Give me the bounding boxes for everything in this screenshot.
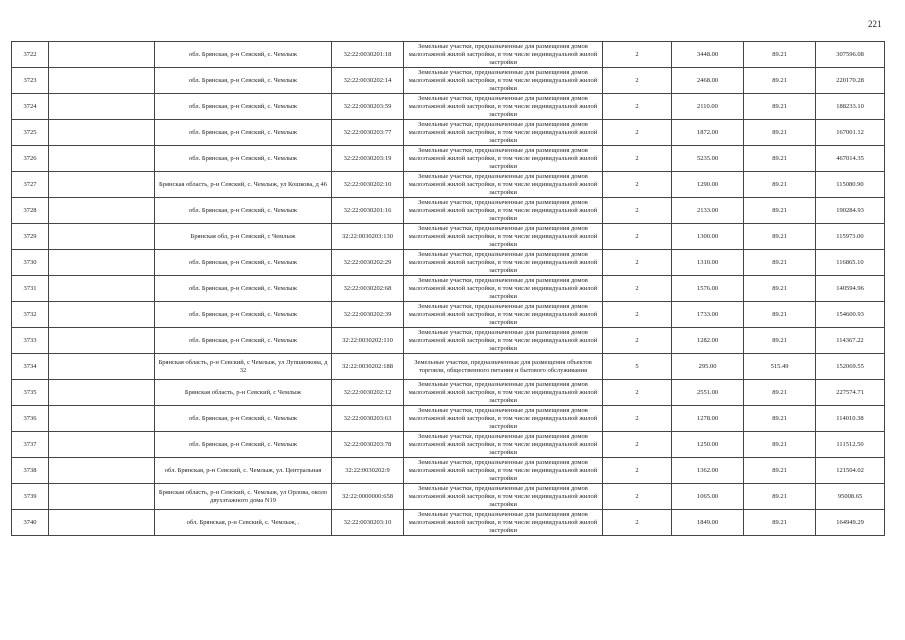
- specific-value-cell: 89.21: [744, 94, 816, 120]
- row-number-cell: 3734: [12, 354, 49, 380]
- row-number-cell: 3729: [12, 224, 49, 250]
- cadastral-value-cell: 190284.93: [816, 198, 885, 224]
- use-group-cell: 2: [603, 406, 672, 432]
- land-use-cell: Земельные участки, предназначенные для размещения домов малоэтажной жилой застройки, в том числе индивидуальной жилой застройки: [404, 406, 603, 432]
- row-number-cell: 3731: [12, 276, 49, 302]
- cadastral-number-cell: 32:22:0030203:78: [332, 432, 404, 458]
- cadastral-number-cell: 32:22:0030202:12: [332, 380, 404, 406]
- cadastral-number-cell: 32:22:0030203:19: [332, 146, 404, 172]
- specific-value-cell: 89.21: [744, 510, 816, 536]
- specific-value-cell: 89.21: [744, 146, 816, 172]
- blank-cell: [49, 198, 155, 224]
- area-cell: 5235.00: [672, 146, 744, 172]
- cadastral-value-cell: 227574.71: [816, 380, 885, 406]
- cadastral-number-cell: 32:22:0030202:68: [332, 276, 404, 302]
- use-group-cell: 2: [603, 510, 672, 536]
- use-group-cell: 2: [603, 42, 672, 68]
- specific-value-cell: 89.21: [744, 302, 816, 328]
- row-number-cell: 3737: [12, 432, 49, 458]
- cadastral-value-cell: 115973.00: [816, 224, 885, 250]
- table-row: [12, 484, 885, 510]
- land-use-cell: Земельные участки, предназначенные для размещения домов малоэтажной жилой застройки, в том числе индивидуальной жилой застройки: [404, 42, 603, 68]
- area-cell: 2551.00: [672, 380, 744, 406]
- specific-value-cell: 89.21: [744, 380, 816, 406]
- cadastral-value-cell: 307596.08: [816, 42, 885, 68]
- use-group-cell: 2: [603, 328, 672, 354]
- cadastral-number-cell: 32:22:0030203:63: [332, 406, 404, 432]
- land-use-cell: Земельные участки, предназначенные для размещения домов малоэтажной жилой застройки, в том числе индивидуальной жилой застройки: [404, 484, 603, 510]
- row-number-cell: 3738: [12, 458, 49, 484]
- specific-value-cell: 89.21: [744, 68, 816, 94]
- cadastral-number-cell: 32:22:0030202:29: [332, 250, 404, 276]
- area-cell: 1733.00: [672, 302, 744, 328]
- area-cell: 1849.00: [672, 510, 744, 536]
- address-cell: Брянская область, р-н Севский, с. Чемлыж, ул Кошкова, д 46: [155, 172, 332, 198]
- specific-value-cell: 89.21: [744, 276, 816, 302]
- blank-cell: [49, 146, 155, 172]
- row-number-cell: 3740: [12, 510, 49, 536]
- blank-cell: [49, 406, 155, 432]
- table-row: [12, 146, 885, 172]
- use-group-cell: 2: [603, 276, 672, 302]
- cadastral-value-cell: 220170.28: [816, 68, 885, 94]
- land-use-cell: Земельные участки, предназначенные для размещения домов малоэтажной жилой застройки, в том числе индивидуальной жилой застройки: [404, 198, 603, 224]
- specific-value-cell: 89.21: [744, 172, 816, 198]
- table-row: [12, 458, 885, 484]
- land-use-cell: Земельные участки, предназначенные для размещения домов малоэтажной жилой застройки, в том числе индивидуальной жилой застройки: [404, 432, 603, 458]
- use-group-cell: 2: [603, 458, 672, 484]
- table-row: [12, 328, 885, 354]
- table-row: [12, 380, 885, 406]
- address-cell: обл. Брянская, р-н Севский, с. Чемлыж, .: [155, 510, 332, 536]
- use-group-cell: 2: [603, 224, 672, 250]
- address-cell: Брянская область, р-н Севский, с. Чемлыж, ул Орлова, около двухэтажного дома N19: [155, 484, 332, 510]
- cadastral-value-cell: 114010.38: [816, 406, 885, 432]
- specific-value-cell: 515.49: [744, 354, 816, 380]
- specific-value-cell: 89.21: [744, 120, 816, 146]
- row-number-cell: 3733: [12, 328, 49, 354]
- blank-cell: [49, 120, 155, 146]
- table-row: [12, 120, 885, 146]
- address-cell: обл. Брянская, р-н Севский, с. Чемлыж: [155, 94, 332, 120]
- area-cell: 2110.00: [672, 94, 744, 120]
- land-plot-table: [11, 41, 885, 536]
- area-cell: 1576.00: [672, 276, 744, 302]
- area-cell: 1290.00: [672, 172, 744, 198]
- row-number-cell: 3725: [12, 120, 49, 146]
- address-cell: обл. Брянская, р-н Севский, с. Чемлыж: [155, 276, 332, 302]
- area-cell: 1310.00: [672, 250, 744, 276]
- row-number-cell: 3726: [12, 146, 49, 172]
- address-cell: Брянская область, р-н Севский, с Чемлыж: [155, 380, 332, 406]
- address-cell: обл. Брянская, р-н Севский, с. Чемлыж: [155, 68, 332, 94]
- table-row: [12, 68, 885, 94]
- use-group-cell: 2: [603, 120, 672, 146]
- blank-cell: [49, 94, 155, 120]
- land-use-cell: Земельные участки, предназначенные для размещения домов малоэтажной жилой застройки, в том числе индивидуальной жилой застройки: [404, 380, 603, 406]
- blank-cell: [49, 42, 155, 68]
- cadastral-number-cell: 32:22:0030203:130: [332, 224, 404, 250]
- address-cell: Брянская обл, р-н Севский, с Чемлыж: [155, 224, 332, 250]
- row-number-cell: 3724: [12, 94, 49, 120]
- row-number-cell: 3723: [12, 68, 49, 94]
- specific-value-cell: 89.21: [744, 42, 816, 68]
- cadastral-number-cell: 32:22:0030203:10: [332, 510, 404, 536]
- address-cell: обл. Брянская, р-н Севский, с. Чемлыж: [155, 250, 332, 276]
- use-group-cell: 5: [603, 354, 672, 380]
- cadastral-value-cell: 95008.65: [816, 484, 885, 510]
- address-cell: обл. Брянская, р-н Севский, с. Чемлыж: [155, 328, 332, 354]
- row-number-cell: 3722: [12, 42, 49, 68]
- land-use-cell: Земельные участки, предназначенные для размещения домов малоэтажной жилой застройки, в том числе индивидуальной жилой застройки: [404, 94, 603, 120]
- cadastral-number-cell: 32:22:0030202:110: [332, 328, 404, 354]
- cadastral-value-cell: 116865.10: [816, 250, 885, 276]
- cadastral-value-cell: 140594.96: [816, 276, 885, 302]
- blank-cell: [49, 172, 155, 198]
- area-cell: 295.00: [672, 354, 744, 380]
- cadastral-number-cell: 32:22:0030203:77: [332, 120, 404, 146]
- use-group-cell: 2: [603, 302, 672, 328]
- specific-value-cell: 89.21: [744, 224, 816, 250]
- blank-cell: [49, 250, 155, 276]
- specific-value-cell: 89.21: [744, 250, 816, 276]
- address-cell: обл. Брянская, р-н Севский, с. Чемлыж: [155, 432, 332, 458]
- cadastral-value-cell: 115080.90: [816, 172, 885, 198]
- row-number-cell: 3732: [12, 302, 49, 328]
- land-use-cell: Земельные участки, предназначенные для размещения домов малоэтажной жилой застройки, в том числе индивидуальной жилой застройки: [404, 146, 603, 172]
- table-row: [12, 172, 885, 198]
- specific-value-cell: 89.21: [744, 406, 816, 432]
- cadastral-value-cell: 167001.12: [816, 120, 885, 146]
- table-row: [12, 432, 885, 458]
- area-cell: 1065.00: [672, 484, 744, 510]
- area-cell: 1282.00: [672, 328, 744, 354]
- specific-value-cell: 89.21: [744, 432, 816, 458]
- address-cell: обл. Брянская, р-н Севский, с. Чемлыж: [155, 146, 332, 172]
- row-number-cell: 3736: [12, 406, 49, 432]
- land-use-cell: Земельные участки, предназначенные для размещения домов малоэтажной жилой застройки, в том числе индивидуальной жилой застройки: [404, 224, 603, 250]
- use-group-cell: 2: [603, 432, 672, 458]
- cadastral-number-cell: 32:22:0030203:59: [332, 94, 404, 120]
- blank-cell: [49, 484, 155, 510]
- area-cell: 3448.00: [672, 42, 744, 68]
- blank-cell: [49, 68, 155, 94]
- area-cell: 2133.00: [672, 198, 744, 224]
- land-use-cell: Земельные участки, предназначенные для размещения домов малоэтажной жилой застройки, в том числе индивидуальной жилой застройки: [404, 120, 603, 146]
- use-group-cell: 2: [603, 484, 672, 510]
- row-number-cell: 3727: [12, 172, 49, 198]
- blank-cell: [49, 328, 155, 354]
- use-group-cell: 2: [603, 380, 672, 406]
- cadastral-number-cell: 32:22:0030201:16: [332, 198, 404, 224]
- cadastral-number-cell: 32:22:0030202:14: [332, 68, 404, 94]
- use-group-cell: 2: [603, 250, 672, 276]
- cadastral-value-cell: 121504.02: [816, 458, 885, 484]
- blank-cell: [49, 224, 155, 250]
- cadastral-number-cell: 32:22:0030202:188: [332, 354, 404, 380]
- address-cell: обл. Брянская, р-н Севский, с. Чемлыж: [155, 198, 332, 224]
- land-use-cell: Земельные участки, предназначенные для размещения домов малоэтажной жилой застройки, в том числе индивидуальной жилой застройки: [404, 276, 603, 302]
- cadastral-number-cell: 32:22:0030201:18: [332, 42, 404, 68]
- address-cell: обл. Брянская, р-н Севский, с. Чемлыж: [155, 120, 332, 146]
- table-row: [12, 250, 885, 276]
- use-group-cell: 2: [603, 172, 672, 198]
- specific-value-cell: 89.21: [744, 484, 816, 510]
- land-use-cell: Земельные участки, предназначенные для размещения домов малоэтажной жилой застройки, в том числе индивидуальной жилой застройки: [404, 510, 603, 536]
- row-number-cell: 3730: [12, 250, 49, 276]
- cadastral-value-cell: 111512.50: [816, 432, 885, 458]
- land-use-cell: Земельные участки, предназначенные для размещения домов малоэтажной жилой застройки, в том числе индивидуальной жилой застройки: [404, 328, 603, 354]
- specific-value-cell: 89.21: [744, 458, 816, 484]
- table-row: [12, 224, 885, 250]
- specific-value-cell: 89.21: [744, 328, 816, 354]
- blank-cell: [49, 276, 155, 302]
- specific-value-cell: 89.21: [744, 198, 816, 224]
- table-row: [12, 42, 885, 68]
- row-number-cell: 3739: [12, 484, 49, 510]
- address-cell: обл. Брянская, р-н Севский, с. Чемлыж, ул. Центральная: [155, 458, 332, 484]
- row-number-cell: 3735: [12, 380, 49, 406]
- area-cell: 1250.00: [672, 432, 744, 458]
- cadastral-number-cell: 32:22:0030202:9: [332, 458, 404, 484]
- cadastral-value-cell: 467014.35: [816, 146, 885, 172]
- cadastral-value-cell: 164949.29: [816, 510, 885, 536]
- cadastral-number-cell: 32:22:0030202:39: [332, 302, 404, 328]
- table-row: [12, 302, 885, 328]
- land-use-cell: Земельные участки, предназначенные для размещения объектов торговли, общественного питания и бытового обслуживания: [404, 354, 603, 380]
- cadastral-value-cell: 188233.10: [816, 94, 885, 120]
- area-cell: 2468.00: [672, 68, 744, 94]
- address-cell: обл. Брянская, р-н Севский, с. Чемлыж: [155, 406, 332, 432]
- table-row: [12, 406, 885, 432]
- table-row: [12, 354, 885, 380]
- blank-cell: [49, 354, 155, 380]
- table-row: [12, 276, 885, 302]
- area-cell: 1362.00: [672, 458, 744, 484]
- blank-cell: [49, 432, 155, 458]
- use-group-cell: 2: [603, 146, 672, 172]
- area-cell: 1300.00: [672, 224, 744, 250]
- blank-cell: [49, 380, 155, 406]
- address-cell: обл. Брянская, р-н Севский, с. Чемлыж: [155, 302, 332, 328]
- address-cell: Брянская область, р-н Севский, с Чемлыж, ул Лупшинкова, д 32: [155, 354, 332, 380]
- cadastral-number-cell: 32:22:0030202:10: [332, 172, 404, 198]
- use-group-cell: 2: [603, 94, 672, 120]
- land-use-cell: Земельные участки, предназначенные для размещения домов малоэтажной жилой застройки, в том числе индивидуальной жилой застройки: [404, 68, 603, 94]
- page-number: 221: [868, 19, 882, 29]
- use-group-cell: 2: [603, 68, 672, 94]
- table-row: [12, 510, 885, 536]
- land-use-cell: Земельные участки, предназначенные для размещения домов малоэтажной жилой застройки, в том числе индивидуальной жилой застройки: [404, 250, 603, 276]
- cadastral-value-cell: 114367.22: [816, 328, 885, 354]
- cadastral-number-cell: 32:22:0000000:658: [332, 484, 404, 510]
- land-use-cell: Земельные участки, предназначенные для размещения домов малоэтажной жилой застройки, в том числе индивидуальной жилой застройки: [404, 302, 603, 328]
- table-row: [12, 94, 885, 120]
- cadastral-value-cell: 152069.55: [816, 354, 885, 380]
- address-cell: обл. Брянская, р-н Севский, с. Чемлыж: [155, 42, 332, 68]
- blank-cell: [49, 458, 155, 484]
- area-cell: 1278.00: [672, 406, 744, 432]
- blank-cell: [49, 302, 155, 328]
- land-use-cell: Земельные участки, предназначенные для размещения домов малоэтажной жилой застройки, в том числе индивидуальной жилой застройки: [404, 458, 603, 484]
- area-cell: 1872.00: [672, 120, 744, 146]
- cadastral-value-cell: 154600.93: [816, 302, 885, 328]
- row-number-cell: 3728: [12, 198, 49, 224]
- use-group-cell: 2: [603, 198, 672, 224]
- blank-cell: [49, 510, 155, 536]
- table-row: [12, 198, 885, 224]
- land-use-cell: Земельные участки, предназначенные для размещения домов малоэтажной жилой застройки, в том числе индивидуальной жилой застройки: [404, 172, 603, 198]
